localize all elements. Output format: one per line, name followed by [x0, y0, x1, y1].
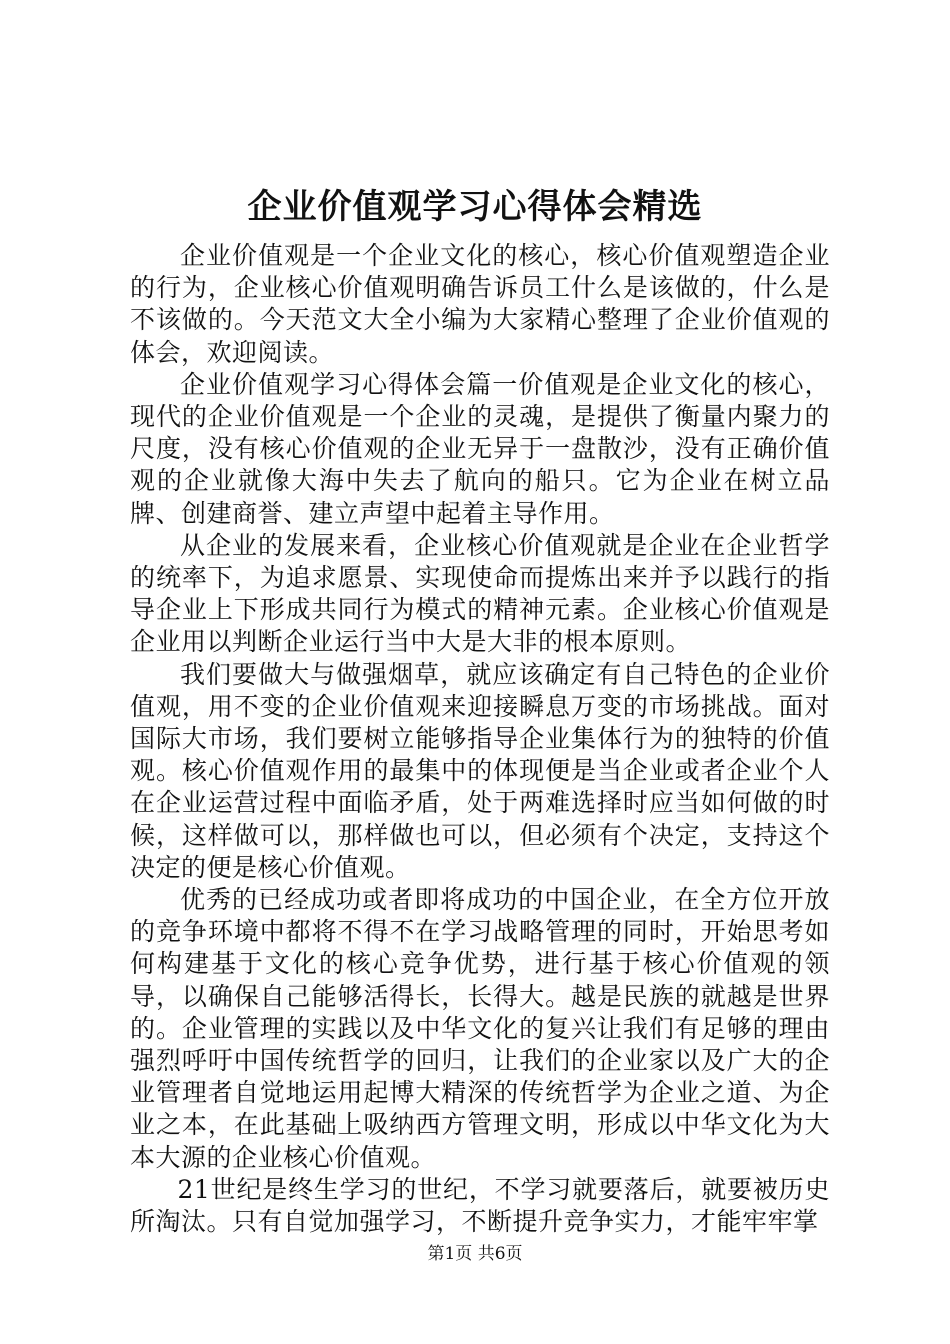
paragraph-3: 我们要做大与做强烟草，就应该确定有自己特色的企业价值观，用不变的企业价值观来迎接瞬息万变的市场挑战。面对国际大市场，我们要树立能够指导企业集体行为的独特的价值观。核心价值观作用的最集中的体现便是当企业或者企业个人在企业运营过程中面临矛盾，处于两难选择时应当如何做的时候，这样做可以，那样做也可以，但必须有个决定，支持这个决定的便是核心价值观。: [130, 659, 830, 882]
paragraph-1: 企业价值观学习心得体会篇一价值观是企业文化的核心，现代的企业价值观是一个企业的灵魂，是提供了衡量内聚力的尺度，没有核心价值观的企业无异于一盘散沙，没有正确价值观的企业就像大海中失去了航向的船只。它为企业在树立品牌、创建商誉、建立声望中起着主导作用。: [130, 369, 830, 528]
paragraph-2: 从企业的发展来看，企业核心价值观就是企业在企业哲学的统率下，为追求愿景、实现使命而提炼出来并予以践行的指导企业上下形成共同行为模式的精神元素。企业核心价值观是企业用以判断企业运行当中大是大非的根本原则。: [130, 530, 830, 657]
paragraph-5: 21世纪是终生学习的世纪，不学习就要落后，就要被历史所淘汰。只有自觉加强学习，不断提升竞争实力，才能牢牢掌: [130, 1174, 830, 1237]
paragraph-intro: 企业价值观是一个企业文化的核心，核心价值观塑造企业的行为，企业核心价值观明确告诉员工什么是该做的，什么是不该做的。今天范文大全小编为大家精心整理了企业价值观的体会，欢迎阅读。: [130, 241, 830, 367]
document-title: 企业价值观学习心得体会精选: [247, 187, 703, 227]
document-body: [130, 240, 830, 1238]
paragraph-4: 优秀的已经成功或者即将成功的中国企业，在全方位开放的竞争环境中都将不得不在学习战略管理的同时，开始思考如何构建基于文化的核心竞争优势，进行基于核心价值观的领导，以确保自己能够活得长，长得大。越是民族的就越是世界的。企业管理的实践以及中华文化的复兴让我们有足够的理由强烈呼吁中国传统哲学的回归，让我们的企业家以及广大的企业管理者自觉地运用起博大精深的传统哲学为企业之道、为企业之本，在此基础上吸纳西方管理文明，形成以中华文化为大本大源的企业核心价值观。: [130, 885, 830, 1172]
page-footer: 第1页 共6页: [427, 1244, 523, 1264]
